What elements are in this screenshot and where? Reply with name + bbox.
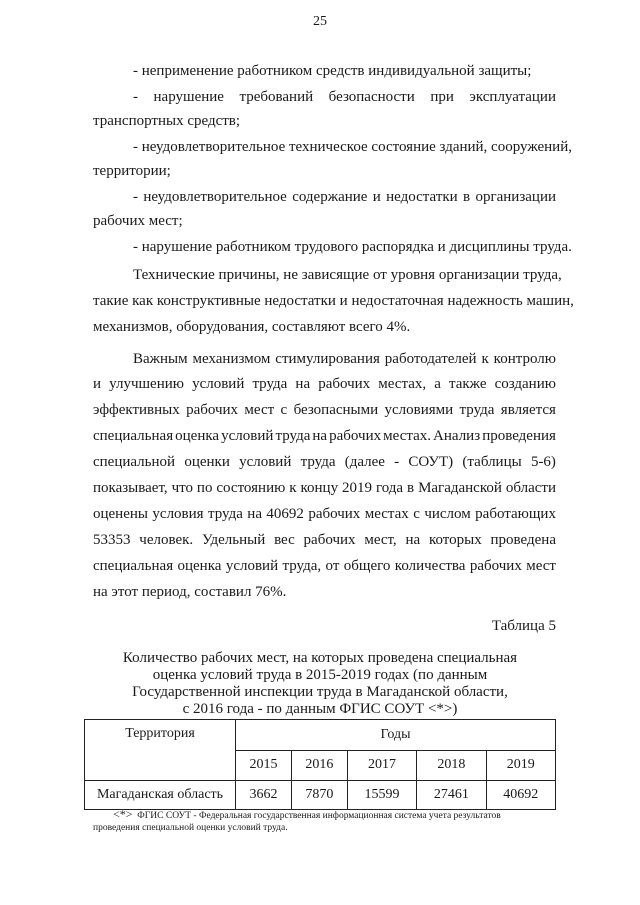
word: и [372,189,381,205]
word: - [394,454,400,470]
word: рабочих [308,506,361,522]
word: эксплуатации [469,89,556,105]
text-line-16 [93,453,556,471]
word: года [375,480,404,496]
text-line-4: - неудовлетворительное техническое состояние зданий, сооружений, [133,139,572,155]
word: труда [207,506,243,522]
word: с [413,506,420,522]
word: улучшению [109,376,184,392]
word: условия [152,506,204,522]
text-line-21: на этот период, составил 76%. [93,584,287,600]
word: условий [225,558,279,574]
word: количества [394,558,466,574]
word: состоянию [216,480,286,496]
word: оценка [177,558,222,574]
word: недостатки [386,189,458,205]
row-label: Магаданская область [85,781,236,810]
text-line-8: - нарушение работником трудового распорядка и дисциплины труда. [133,239,572,255]
table-title-line-1: Количество рабочих мест, на которых проведена специальная [122,650,518,666]
word: а [434,376,441,392]
word: числом [424,506,471,522]
word: 5-6) [530,454,556,470]
page-number: 25 [313,14,327,29]
word: условиями [384,402,454,418]
word: неудовлетворительное [143,189,287,205]
table-title-line-3: Государственной инспекции труда в Магаданской области, [132,684,508,700]
header-year: 2019 [486,750,555,781]
word: с [280,402,288,418]
word: и [93,376,102,392]
word: работающих [475,506,556,522]
text-line-19 [93,531,556,549]
word: в [463,189,471,205]
text-line-10: такие как конструктивные недостатки и недостаточная надежность машин, [93,293,574,309]
word: 40692 [266,506,304,522]
word: при [430,89,454,105]
word: специальная [93,428,174,444]
word: мест [244,402,275,418]
word: на [247,506,262,522]
word: эффективных [93,402,180,418]
word: условий [239,454,292,470]
word: Анализ [433,428,481,444]
word: труда [252,376,288,392]
text-line-18 [93,505,556,523]
word: специальной [93,454,176,470]
word: организации [475,189,556,205]
word: оценки [184,454,230,470]
word: (далее [344,454,385,470]
cell-value: 27461 [417,781,486,810]
word: также [448,376,487,392]
word: в [407,480,415,496]
word: от [325,558,340,574]
word: что [171,480,193,496]
word: которых [428,532,482,548]
word: Важным [133,351,188,367]
word: СОУТ) [408,454,454,470]
word: рабочих [318,376,371,392]
word: общего [343,558,391,574]
word: к [481,351,489,367]
word: 53353 [93,532,131,548]
footnote-line-2: проведения специальной оценки условий труда. [93,823,288,833]
word: труда [459,402,495,418]
word: условий [221,428,274,444]
table-title-line-2: оценка условий труда в 2015-2019 годах (по данным [152,667,488,683]
text-line-3: транспортных средств; [93,113,241,129]
text-line-1: - неприменение работником средств индивидуальной защиты; [133,63,532,79]
word: местах, [378,376,427,392]
word: рабочих [469,558,522,574]
text-line-14 [93,401,556,419]
cell-value: 40692 [486,781,555,810]
header-year: 2018 [417,750,486,781]
word: - [133,189,138,205]
word: 2019 [342,480,373,496]
word: - [133,89,138,105]
table-label: Таблица 5 [491,618,556,634]
word: контролю [493,351,556,367]
word: труда [300,454,336,470]
table-title-line-4: с 2016 года - по данным ФГИС СОУТ <*>) [182,701,458,717]
word: (таблицы [462,454,522,470]
word: рабочих [303,532,356,548]
word: человек. [139,532,194,548]
header-year: 2015 [236,750,292,781]
footnote-text-1: ФГИС СОУТ - Федеральная государственная информационная система учета результатов [137,811,501,821]
word: на [405,532,421,548]
cell-value: 15599 [347,781,416,810]
word: безопасными [293,402,379,418]
word: области [505,480,556,496]
text-line-17 [93,479,556,497]
footnote-line-1 [113,808,501,823]
word: рабочих [329,428,382,444]
footnote-mark: <*> [113,807,133,821]
text-line-9: Технические причины, не зависящие от уровня организации труда, [133,267,562,283]
text-line-12 [133,350,556,368]
text-line-13 [93,375,556,393]
word: нарушение [153,89,224,105]
work-places-table [84,719,556,810]
text-line-20 [93,557,556,575]
header-year: 2017 [347,750,416,781]
text-line-7: рабочих мест; [93,213,183,229]
word: вес [274,532,295,548]
word: механизмом [192,351,271,367]
word: показывает, [93,480,168,496]
text-line-6 [133,188,556,206]
word: рабочих [186,402,239,418]
header-territory: Территория [85,720,236,781]
word: условий [192,376,245,392]
word: труда [275,428,311,444]
word: Удельный [201,532,266,548]
word: содержание [292,189,368,205]
word: мест [526,558,556,574]
header-year: 2016 [291,750,347,781]
word: по [196,480,213,496]
word: оценены [93,506,148,522]
word: созданию [494,376,556,392]
word: работодателей [384,351,477,367]
cell-value: 7870 [291,781,347,810]
word: проведения [482,428,556,444]
word: стимулирования [275,351,380,367]
word: к [289,480,297,496]
word: проведена [490,532,556,548]
word: является [500,402,556,418]
word: труда, [282,558,322,574]
word: местах [364,506,409,522]
word: безопасности [328,89,415,105]
word: специальная [93,558,174,574]
word: Магаданской [418,480,502,496]
text-line-11: механизмов, оборудования, составляют всего 4%. [93,319,411,335]
text-line-2 [133,88,556,106]
word: концу [300,480,339,496]
word: мест, [364,532,397,548]
header-years: Годы [236,720,556,751]
word: оценка [175,428,220,444]
text-line-5: территории; [93,163,171,179]
word: местах. [383,428,431,444]
word: требований [239,89,314,105]
word: на [295,376,311,392]
cell-value: 3662 [236,781,292,810]
word: на [312,428,328,444]
text-line-15 [93,427,556,445]
